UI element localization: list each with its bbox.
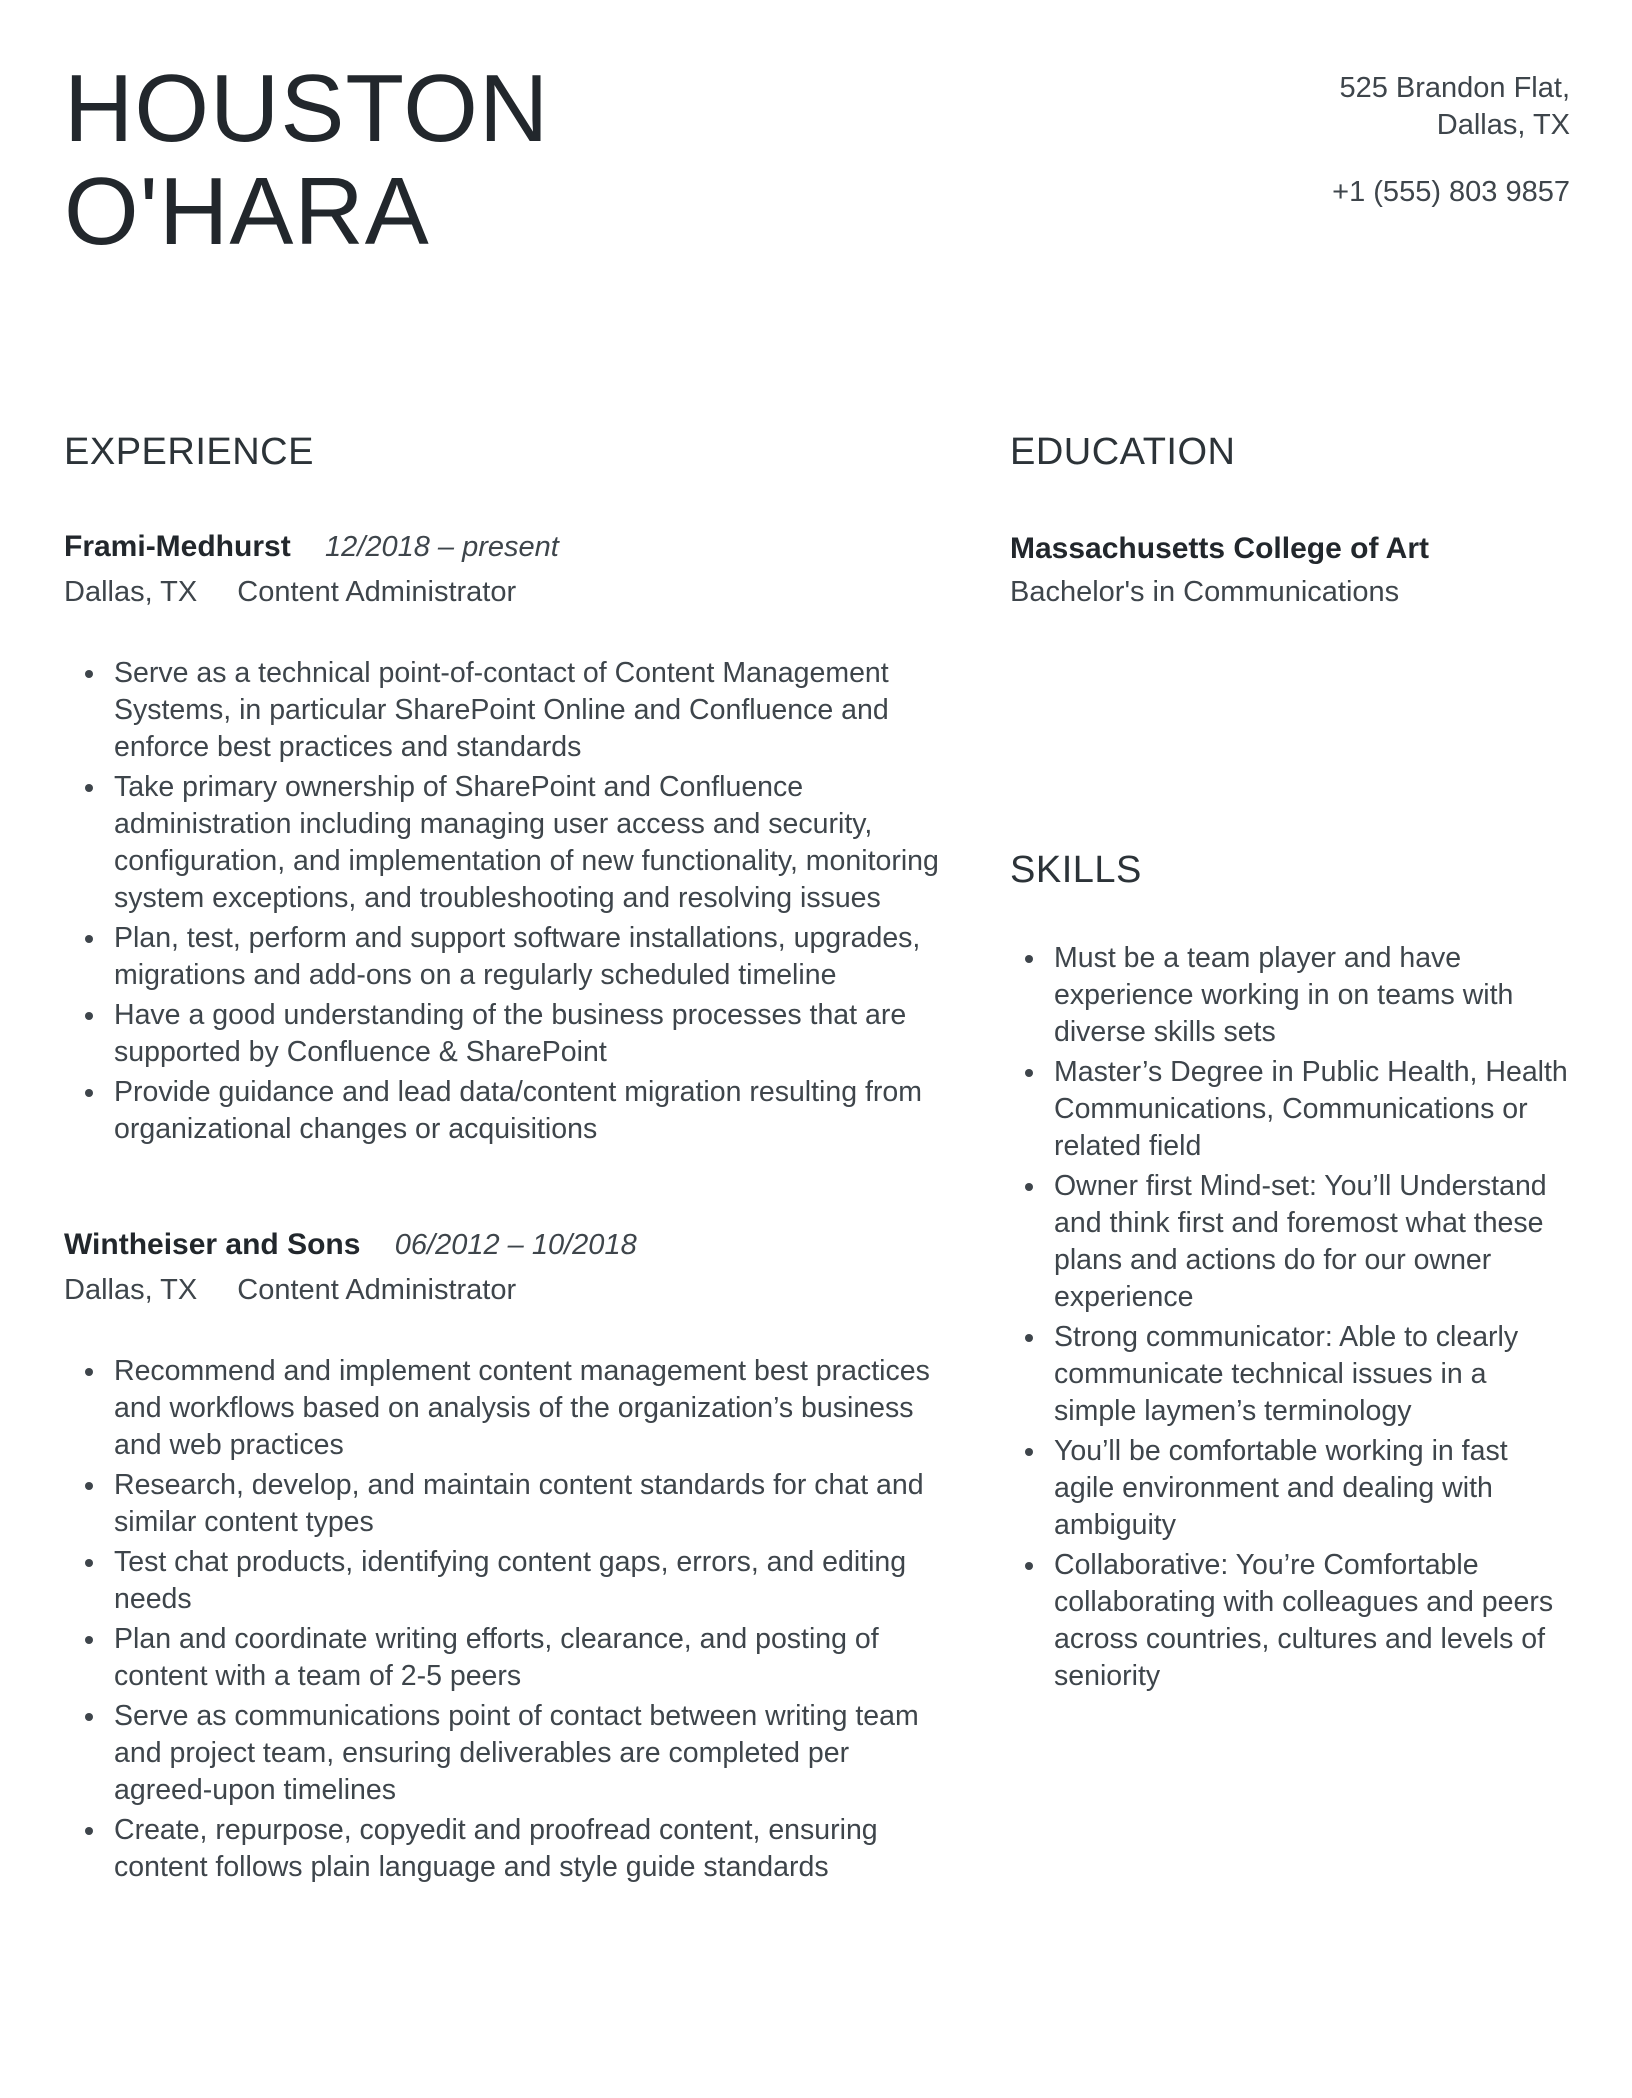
education-heading: EDUCATION: [1010, 431, 1236, 474]
job-dates: 12/2018 – present: [325, 531, 559, 564]
job-subheader: [64, 574, 952, 611]
contact-info: [1332, 58, 1570, 211]
bullet-item: • Recommend and implement content management best practices and workflows based on analysis of the organization’s business and web practices: [108, 1353, 952, 1464]
skills-section: [1010, 849, 1570, 1695]
phone-number: +1 (555) 803 9857: [1332, 176, 1570, 208]
bullet-item: • Research, develop, and maintain content standards for chat and similar content types: [108, 1467, 952, 1541]
address-line-2: Dallas, TX: [1436, 109, 1570, 141]
bullet-item: • Must be a team player and have experience working in on teams with diverse skills sets: [1048, 940, 1570, 1051]
job-bullet-list: [64, 655, 952, 1148]
job-title: Content Administrator: [237, 576, 517, 609]
job-dates: 06/2012 – 10/2018: [394, 1229, 637, 1262]
bullet-item: • Owner first Mind-set: You’ll Understand and think first and foremost what these plans and actions do for our owner experience: [1048, 1168, 1570, 1316]
bullet-item: • Plan, test, perform and support software installations, upgrades, migrations and add-ons on a regularly scheduled timeline: [108, 920, 952, 994]
job-subheader: [64, 1272, 952, 1309]
job-header: [64, 1226, 952, 1264]
bullet-item: • Plan and coordinate writing efforts, clearance, and posting of content with a team of 2-5 peers: [108, 1621, 952, 1695]
sidebar-column: [1010, 431, 1570, 1889]
resume-header: [64, 55, 1570, 265]
skills-bullet-list: [1010, 940, 1570, 1695]
bullet-item: • Create, repurpose, copyedit and proofread content, ensuring content follows plain language and style guide standards: [108, 1812, 952, 1886]
candidate-last-name: O'HARA: [64, 157, 430, 265]
bullet-item: • Master’s Degree in Public Health, Health Communications, Communications or related field: [1048, 1054, 1570, 1165]
job-title: Content Administrator: [237, 1274, 517, 1307]
bullet-item: • Have a good understanding of the business processes that are supported by Confluence & SharePoint: [108, 997, 952, 1071]
job-location: Dallas, TX: [64, 576, 198, 609]
job-header: [64, 528, 952, 566]
skills-heading: SKILLS: [1010, 849, 1142, 892]
bullet-item: • Serve as communications point of contact between writing team and project team, ensuring deliverables are completed per agreed-upon timelines: [108, 1698, 952, 1809]
bullet-item: • Strong communicator: Able to clearly communicate technical issues in a simple laymen’s terminology: [1048, 1319, 1570, 1430]
bullet-item: • Provide guidance and lead data/content migration resulting from organizational changes or acquisitions: [108, 1074, 952, 1148]
company-name: Frami-Medhurst: [64, 530, 291, 564]
experience-heading: EXPERIENCE: [64, 431, 314, 474]
resume-body: [64, 431, 1570, 1889]
bullet-item: • You’ll be comfortable working in fast agile environment and dealing with ambiguity: [1048, 1433, 1570, 1544]
company-name: Wintheiser and Sons: [64, 1228, 361, 1262]
job-bullet-list: [64, 1353, 952, 1886]
education-entry: [1010, 530, 1570, 611]
address-line-1: 525 Brandon Flat,: [1339, 72, 1570, 104]
experience-column: [64, 431, 952, 1889]
job-location: Dallas, TX: [64, 1274, 198, 1307]
bullet-item: • Collaborative: You’re Comfortable collaborating with colleagues and peers across countries, cultures and levels of seniority: [1048, 1547, 1570, 1695]
job-entry-wintheiser-and-sons: [64, 1226, 952, 1886]
candidate-first-name: HOUSTON: [64, 55, 550, 162]
bullet-item: • Take primary ownership of SharePoint and Confluence administration including managing user access and security, configuration, and implementation of new functionality, monitoring system exceptions, and troubleshooting and resolving issues: [108, 769, 952, 917]
candidate-name: [64, 55, 550, 265]
bullet-item: • Test chat products, identifying content gaps, errors, and editing needs: [108, 1544, 952, 1618]
education-section: [1010, 431, 1570, 611]
degree-name: Bachelor's in Communications: [1010, 576, 1400, 609]
bullet-item: • Serve as a technical point-of-contact of Content Management Systems, in particular SharePoint Online and Confluence and enforce best practices and standards: [108, 655, 952, 766]
job-entry-frami-medhurst: [64, 528, 952, 1148]
school-name: Massachusetts College of Art: [1010, 532, 1429, 566]
